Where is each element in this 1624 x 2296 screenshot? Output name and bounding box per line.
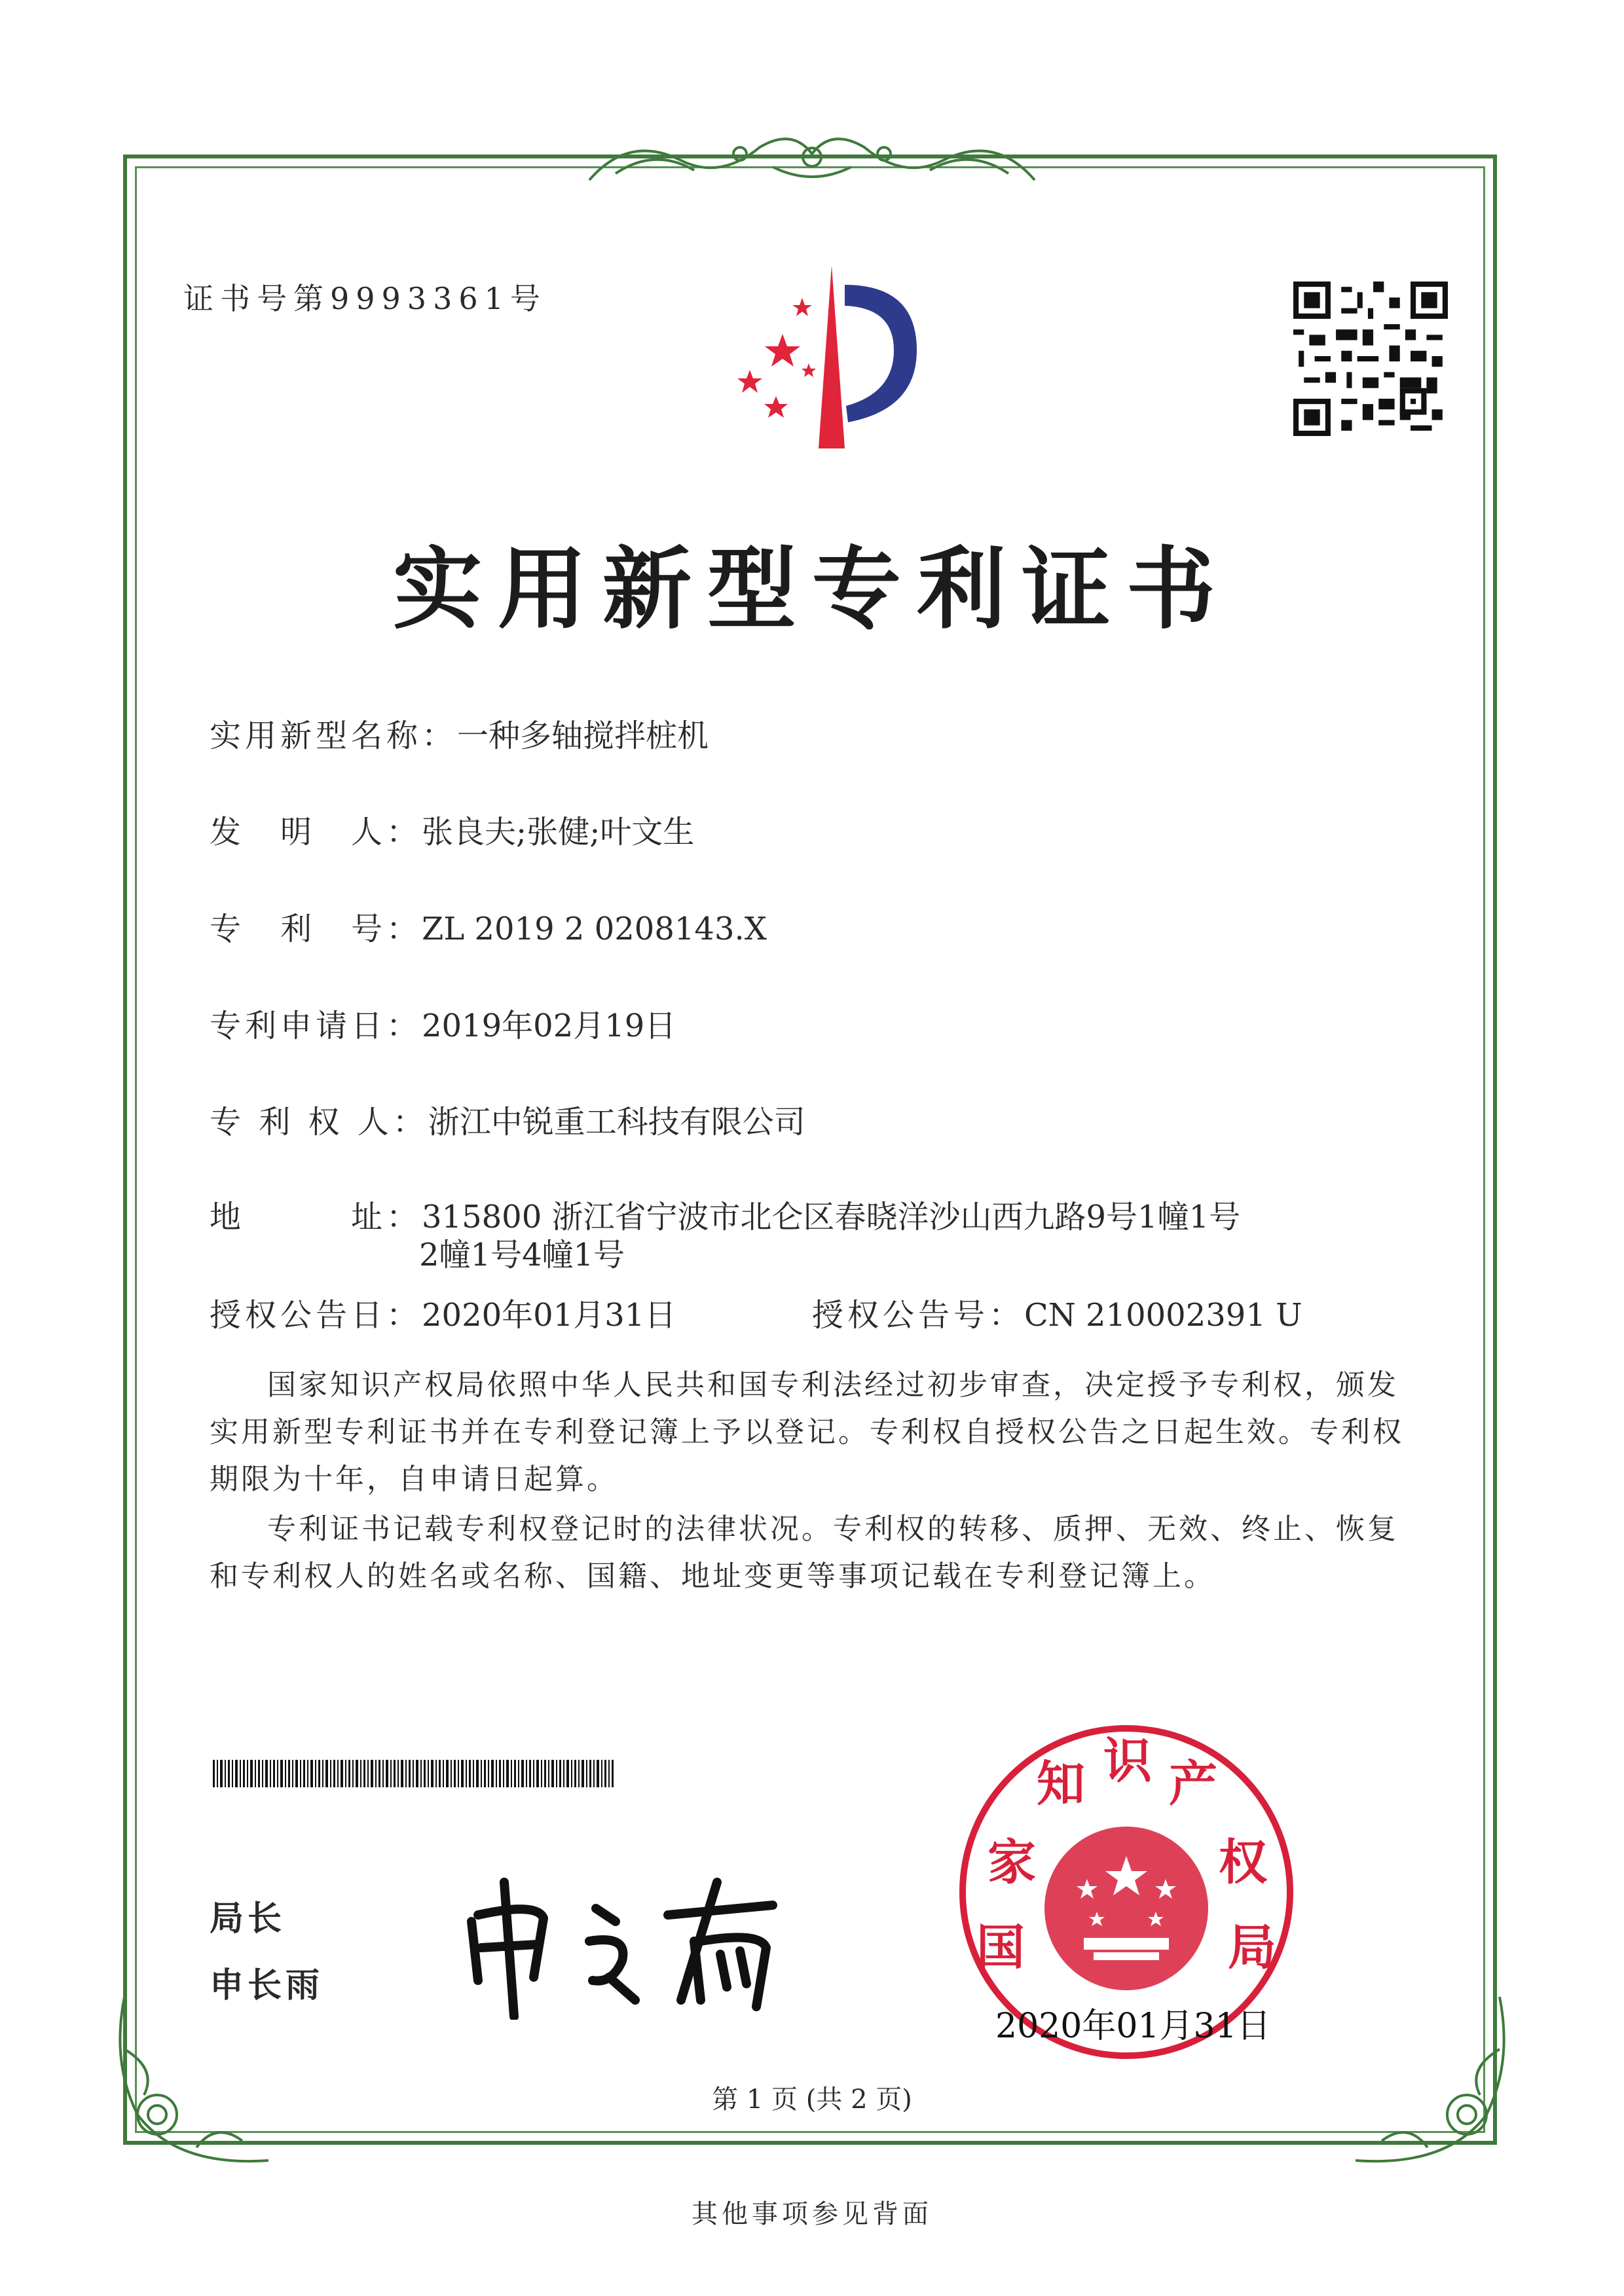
- utility-model-name-row: [210, 710, 709, 756]
- qr-code-icon[interactable]: [1293, 282, 1448, 436]
- filing-date-row: [210, 1000, 676, 1046]
- inventor-value: 张良夫;张健;叶文生: [422, 814, 695, 850]
- patent-number-label: 专 利 号：: [210, 911, 422, 947]
- grant-number-value: CN 210002391 U: [1024, 1297, 1302, 1334]
- handwritten-signature-icon: [458, 1869, 825, 2020]
- svg-text:国: 国: [976, 1920, 1025, 1976]
- back-side-note: 其他事项参见背面: [692, 2199, 932, 2229]
- director-name: 申长雨: [210, 1966, 324, 2005]
- seal-date: 2020年01月31日: [995, 2007, 1271, 2046]
- patentee-row: [210, 1097, 805, 1142]
- svg-text:家: 家: [987, 1834, 1036, 1891]
- patentee-value: 浙江中锐重工科技有限公司: [428, 1104, 805, 1140]
- svg-text:局: 局: [1228, 1920, 1276, 1976]
- legal-status-paragraph: 专利证书记载专利权登记时的法律状况。专利权的转移、质押、无效、终止、恢复和专利权人的姓名或名称、国籍、地址变更等事项记载在专利登记簿上。: [210, 1512, 1399, 1593]
- inventor-label: 发 明 人：: [210, 814, 422, 850]
- patentee-label: 专 利 权 人：: [210, 1104, 428, 1140]
- svg-text:权: 权: [1219, 1834, 1267, 1891]
- certificate-number: 证书号第9993361号: [183, 281, 547, 316]
- patent-number-value: ZL 2019 2 0208143.X: [422, 911, 767, 947]
- address-row: [210, 1192, 1240, 1237]
- grant-date-value: 2020年01月31日: [422, 1297, 676, 1334]
- svg-text:知: 知: [1037, 1756, 1085, 1812]
- grant-statement-paragraph: 国家知识产权局依照中华人民共和国专利法经过初步审查，决定授予专利权，颁发实用新型专利证书并在专利登记簿上予以登记。专利权自授权公告之日起生效。专利权期限为十年，自申请日起算。: [210, 1368, 1404, 1496]
- address-value-line2: 2幢1号4幢1号: [419, 1237, 625, 1273]
- cnipa-logo-icon: [694, 259, 950, 455]
- filing-date-label: 专利申请日：: [210, 1008, 422, 1044]
- director-title: 局长: [210, 1899, 286, 1939]
- patent-number-row: [210, 903, 767, 949]
- page-title: 实用新型专利证书: [393, 537, 1231, 642]
- filing-date-value: 2019年02月19日: [422, 1008, 676, 1044]
- address-value-line1: 315800 浙江省宁波市北仑区春晓洋沙山西九路9号1幢1号: [422, 1199, 1241, 1235]
- svg-text:产: 产: [1169, 1756, 1217, 1812]
- page-number: 第 1 页 (共 2 页): [712, 2085, 912, 2115]
- utility-model-name-value: 一种多轴搅拌桩机: [457, 718, 709, 754]
- grant-date-label: 授权公告日：: [210, 1297, 422, 1334]
- grant-number-label: 授权公告号：: [812, 1297, 1025, 1334]
- grant-date-row: [210, 1290, 676, 1335]
- inventor-row: [210, 807, 694, 852]
- address-label: 地 址：: [210, 1199, 422, 1235]
- svg-text:识: 识: [1103, 1733, 1152, 1789]
- utility-model-name-label: 实用新型名称：: [210, 718, 458, 754]
- barcode-icon: [213, 1760, 614, 1787]
- grant-number-row: [812, 1290, 1302, 1335]
- top-ornament-icon: [576, 121, 1048, 200]
